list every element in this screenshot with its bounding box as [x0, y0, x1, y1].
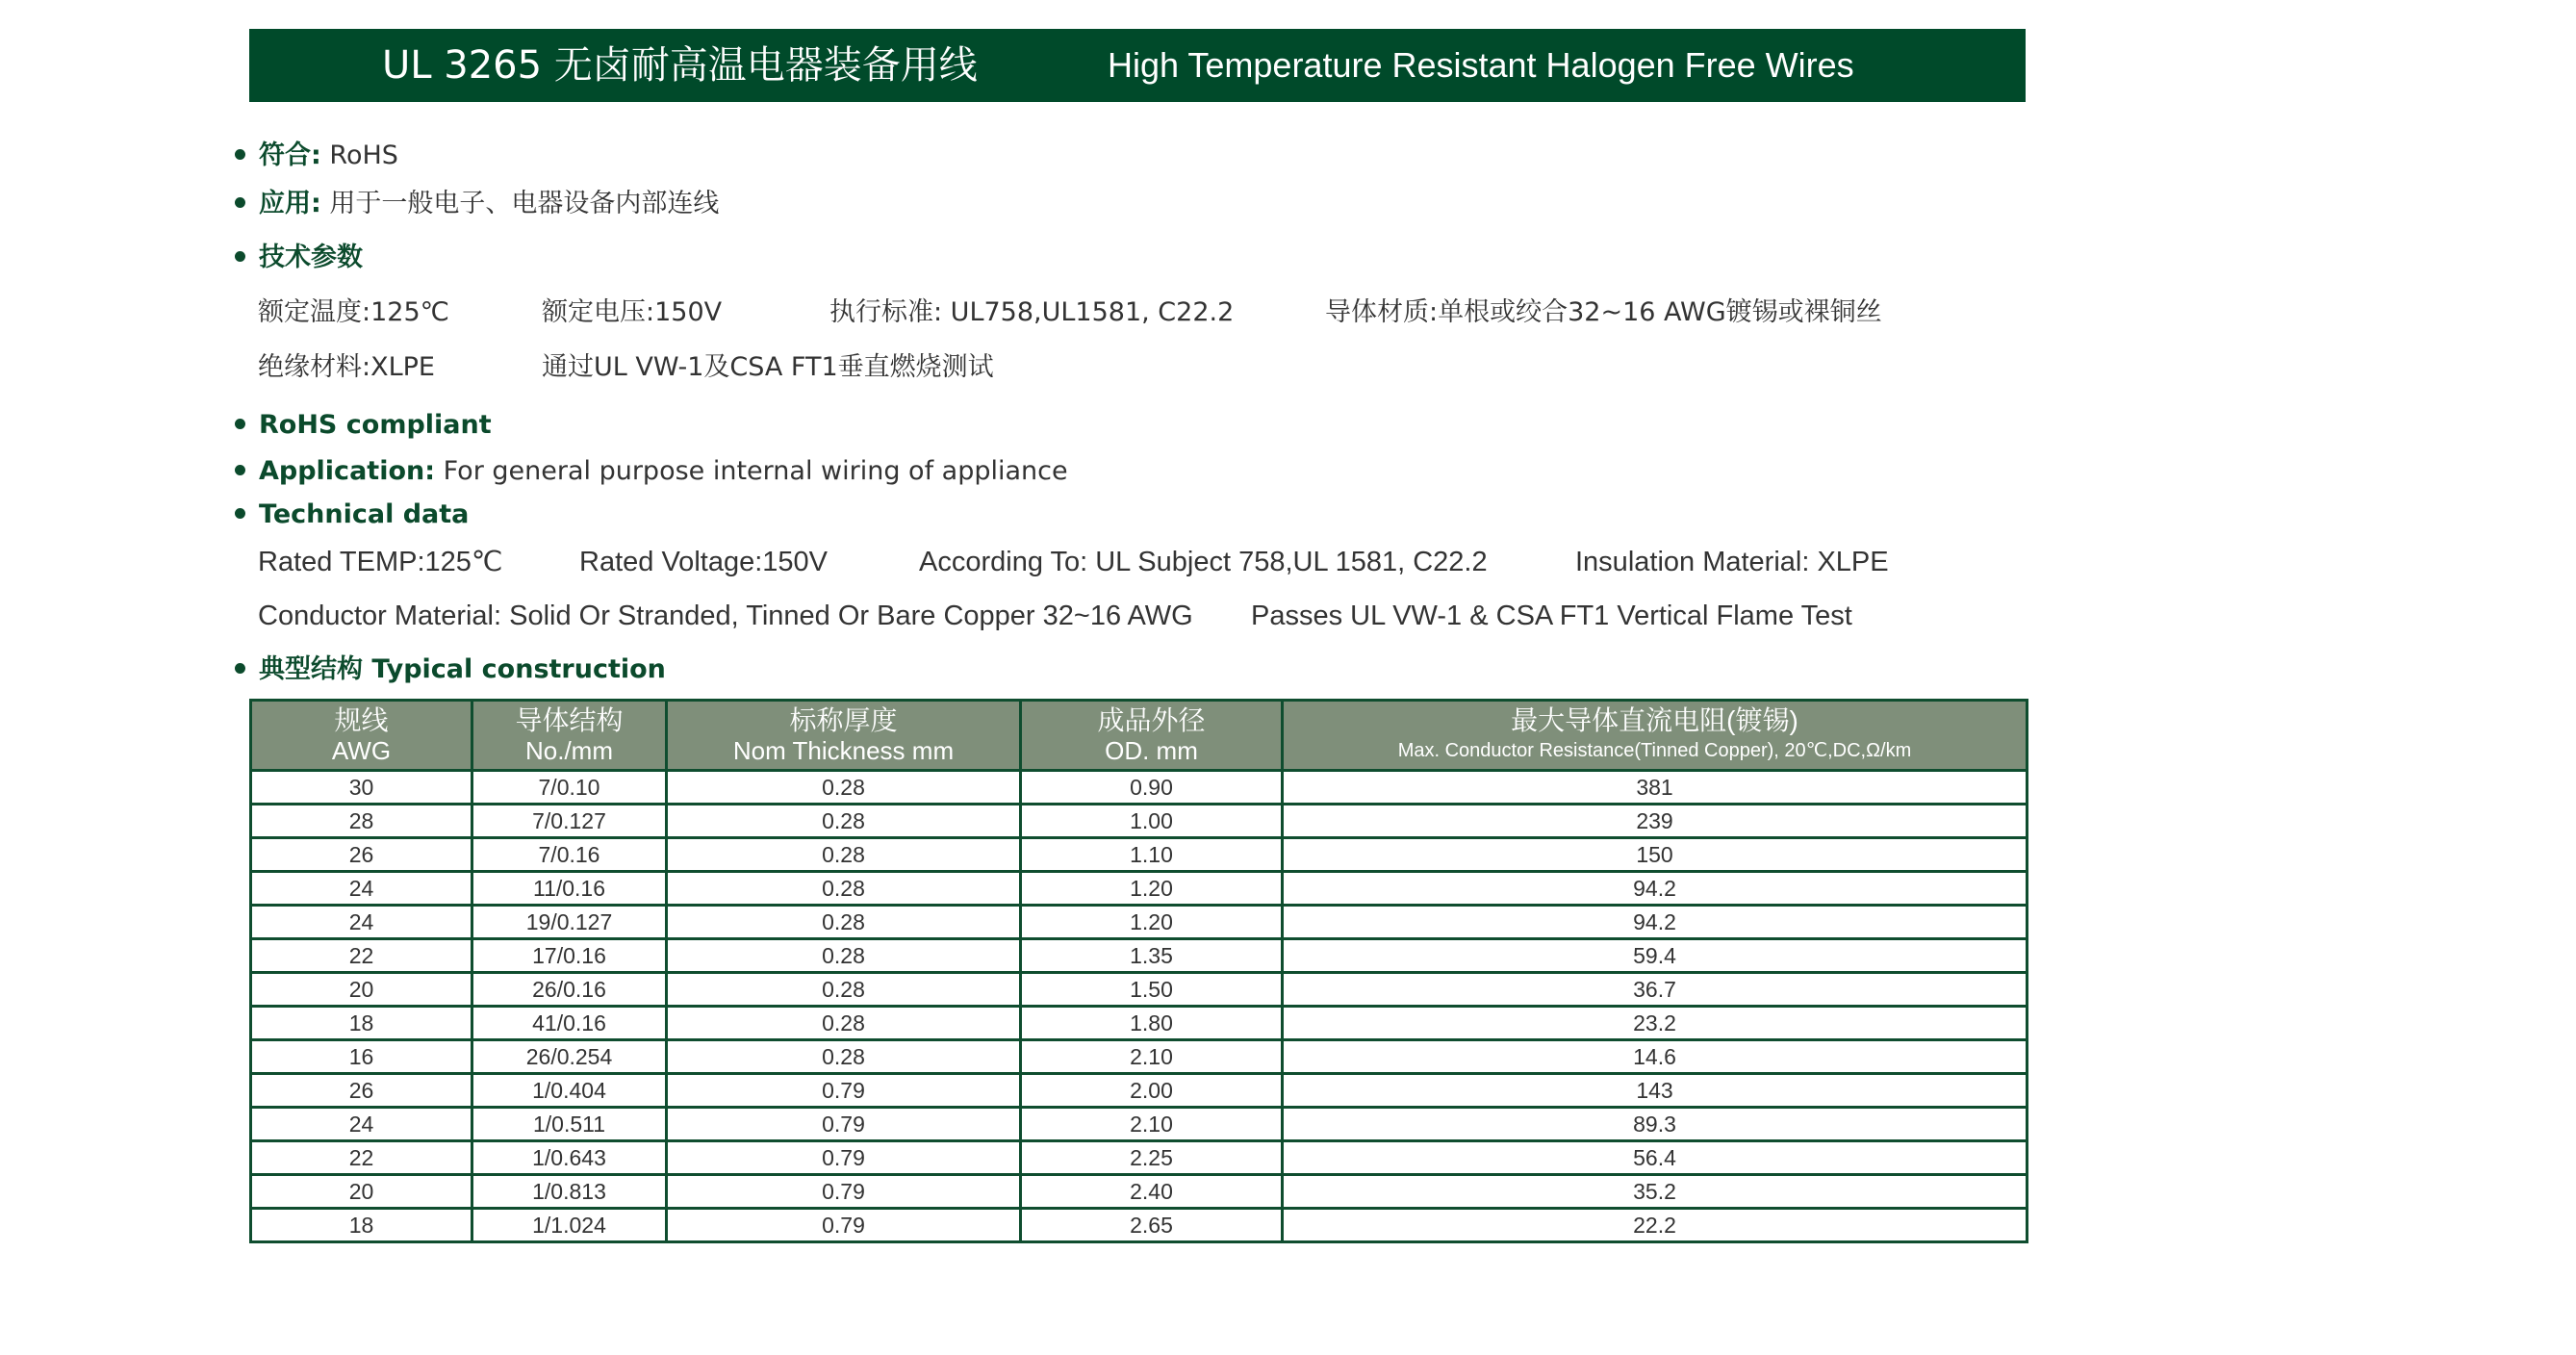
cell-resistance: 150: [1283, 838, 2028, 872]
cell-thickness: 0.28: [667, 1007, 1021, 1040]
bullet-icon: [235, 419, 245, 429]
header-resistance-en: Max. Conductor Resistance(Tinned Copper), 20℃,DC,Ω/km: [1397, 740, 1912, 761]
cn-standard: 执行标准: UL758,UL1581, C22.2: [829, 297, 1235, 327]
cell-resistance: 89.3: [1283, 1108, 2028, 1141]
cell-structure: 26/0.254: [472, 1040, 667, 1074]
table-row: [251, 1141, 2028, 1175]
cell-od: 1.10: [1021, 838, 1283, 872]
cell-od: 2.00: [1021, 1074, 1283, 1108]
cell-od: 0.90: [1021, 771, 1283, 805]
en-insulation: Insulation Material: XLPE: [1575, 547, 1889, 577]
cell-awg: 28: [251, 805, 472, 838]
table-row: [251, 939, 2028, 973]
cell-structure: 11/0.16: [472, 872, 667, 906]
bullet-icon: [235, 197, 245, 208]
cell-structure: 1/1.024: [472, 1209, 667, 1242]
en-app-value: For general purpose internal wiring of appliance: [443, 456, 1068, 486]
cell-od: 2.65: [1021, 1209, 1283, 1242]
table-row: [251, 771, 2028, 805]
cell-thickness: 0.28: [667, 838, 1021, 872]
header-od-cn: 成品外径: [1097, 705, 1206, 735]
en-flame: Passes UL VW-1 & CSA FT1 Vertical Flame Test: [1251, 601, 1852, 631]
cell-awg: 26: [251, 838, 472, 872]
cell-thickness: 0.28: [667, 1040, 1021, 1074]
cell-resistance: 239: [1283, 805, 2028, 838]
header-od: [1021, 701, 1283, 771]
en-rohs-line: [235, 406, 492, 445]
cell-thickness: 0.79: [667, 1108, 1021, 1141]
cell-structure: 1/0.511: [472, 1108, 667, 1141]
header-awg-en: AWG: [331, 736, 392, 765]
cell-thickness: 0.79: [667, 1141, 1021, 1175]
cell-structure: 1/0.404: [472, 1074, 667, 1108]
cell-od: 1.20: [1021, 872, 1283, 906]
cell-awg: 24: [251, 906, 472, 939]
table-row: [251, 805, 2028, 838]
en-according: According To: UL Subject 758,UL 1581, C22.2: [919, 547, 1488, 577]
cell-structure: 7/0.127: [472, 805, 667, 838]
en-conductor: Conductor Material: Solid Or Stranded, Tinned Or Bare Copper 32~16 AWG: [258, 601, 1193, 631]
cell-awg: 30: [251, 771, 472, 805]
cell-awg: 20: [251, 973, 472, 1007]
cell-thickness: 0.28: [667, 805, 1021, 838]
cell-resistance: 23.2: [1283, 1007, 2028, 1040]
cn-insulation: 绝缘材料:XLPE: [258, 352, 435, 382]
cn-comply-line: [235, 137, 398, 175]
cell-structure: 17/0.16: [472, 939, 667, 973]
cell-od: 1.80: [1021, 1007, 1283, 1040]
bullet-icon: [235, 149, 245, 160]
cell-thickness: 0.28: [667, 771, 1021, 805]
cell-od: 1.35: [1021, 939, 1283, 973]
cell-resistance: 94.2: [1283, 872, 2028, 906]
cell-od: 1.00: [1021, 805, 1283, 838]
cell-od: 2.10: [1021, 1040, 1283, 1074]
cell-resistance: 56.4: [1283, 1141, 2028, 1175]
header-awg: [251, 701, 472, 771]
table-row: [251, 1209, 2028, 1242]
table-row: [251, 1175, 2028, 1209]
table-row: [251, 872, 2028, 906]
header-structure-en: No./mm: [525, 736, 613, 765]
bullet-icon: [235, 508, 245, 519]
cn-comply-value: RoHS: [329, 141, 398, 170]
bullet-icon: [235, 663, 245, 674]
cell-resistance: 22.2: [1283, 1209, 2028, 1242]
cell-structure: 19/0.127: [472, 906, 667, 939]
table-row: [251, 973, 2028, 1007]
cell-structure: 26/0.16: [472, 973, 667, 1007]
cell-resistance: 36.7: [1283, 973, 2028, 1007]
cell-structure: 1/0.643: [472, 1141, 667, 1175]
cell-awg: 18: [251, 1209, 472, 1242]
cell-od: 1.50: [1021, 973, 1283, 1007]
cell-od: 2.25: [1021, 1141, 1283, 1175]
cell-thickness: 0.79: [667, 1209, 1021, 1242]
header-od-en: OD. mm: [1105, 736, 1198, 765]
cell-resistance: 143: [1283, 1074, 2028, 1108]
en-rohs-label: RoHS compliant: [259, 410, 492, 440]
cell-resistance: 35.2: [1283, 1175, 2028, 1209]
cell-thickness: 0.28: [667, 939, 1021, 973]
bullet-icon: [235, 251, 245, 262]
construction-label: 典型结构 Typical construction: [259, 654, 666, 684]
cell-resistance: 94.2: [1283, 906, 2028, 939]
table-row: [251, 1074, 2028, 1108]
en-app-label: Application:: [259, 456, 436, 486]
cell-structure: 7/0.16: [472, 838, 667, 872]
cell-resistance: 59.4: [1283, 939, 2028, 973]
cell-od: 2.10: [1021, 1108, 1283, 1141]
header-thickness: [667, 701, 1021, 771]
cell-awg: 20: [251, 1175, 472, 1209]
spec-table: [249, 699, 2028, 1243]
table-header-row: [251, 701, 2028, 771]
header-structure: [472, 701, 667, 771]
en-rated-temp: Rated TEMP:125℃: [258, 547, 503, 577]
header-resistance-cn: 最大导体直流电阻(镀锡): [1511, 705, 1798, 735]
cn-flame: 通过UL VW-1及CSA FT1垂直燃烧测试: [542, 352, 994, 382]
cell-awg: 24: [251, 872, 472, 906]
cn-app-label: 应用:: [259, 189, 321, 218]
cn-rated-voltage: 额定电压:150V: [542, 297, 723, 327]
cn-app-line: [235, 185, 719, 223]
cn-conductor: 导体材质:单根或绞合32~16 AWG镀锡或裸铜丝: [1325, 297, 1882, 327]
en-rated-voltage: Rated Voltage:150V: [579, 547, 828, 577]
cell-thickness: 0.28: [667, 973, 1021, 1007]
title-bar: [249, 29, 2026, 102]
table-row: [251, 906, 2028, 939]
cn-tech-line: [235, 239, 363, 277]
cell-od: 1.20: [1021, 906, 1283, 939]
cn-rated-temp: 额定温度:125℃: [258, 297, 449, 327]
cn-comply-label: 符合:: [259, 141, 321, 170]
title-english: High Temperature Resistant Halogen Free Wires: [1108, 45, 1854, 85]
cell-thickness: 0.79: [667, 1175, 1021, 1209]
spec-table-body: [251, 771, 2028, 1242]
cn-app-value: 用于一般电子、电器设备内部连线: [329, 189, 720, 218]
table-row: [251, 1007, 2028, 1040]
cell-thickness: 0.28: [667, 872, 1021, 906]
en-app-line: [235, 452, 1068, 491]
header-resistance: [1283, 701, 2028, 771]
title-chinese: UL 3265 无卤耐高温电器装备用线: [382, 43, 978, 88]
cell-thickness: 0.79: [667, 1074, 1021, 1108]
cell-structure: 7/0.10: [472, 771, 667, 805]
cell-awg: 16: [251, 1040, 472, 1074]
header-thickness-cn: 标称厚度: [789, 705, 898, 735]
table-row: [251, 1108, 2028, 1141]
table-row: [251, 1040, 2028, 1074]
cell-awg: 18: [251, 1007, 472, 1040]
header-structure-cn: 导体结构: [515, 705, 624, 735]
cell-structure: 41/0.16: [472, 1007, 667, 1040]
cell-od: 2.40: [1021, 1175, 1283, 1209]
cell-resistance: 381: [1283, 771, 2028, 805]
cell-resistance: 14.6: [1283, 1040, 2028, 1074]
bullet-icon: [235, 465, 245, 475]
cell-thickness: 0.28: [667, 906, 1021, 939]
cn-tech-label: 技术参数: [259, 243, 363, 272]
cell-structure: 1/0.813: [472, 1175, 667, 1209]
cell-awg: 22: [251, 1141, 472, 1175]
header-thickness-en: Nom Thickness mm: [732, 736, 955, 765]
construction-line: [235, 651, 666, 689]
en-tech-label: Technical data: [259, 499, 470, 529]
cell-awg: 22: [251, 939, 472, 973]
en-tech-line: [235, 496, 469, 534]
header-awg-cn: 规线: [334, 705, 389, 735]
table-row: [251, 838, 2028, 872]
cell-awg: 24: [251, 1108, 472, 1141]
cell-awg: 26: [251, 1074, 472, 1108]
